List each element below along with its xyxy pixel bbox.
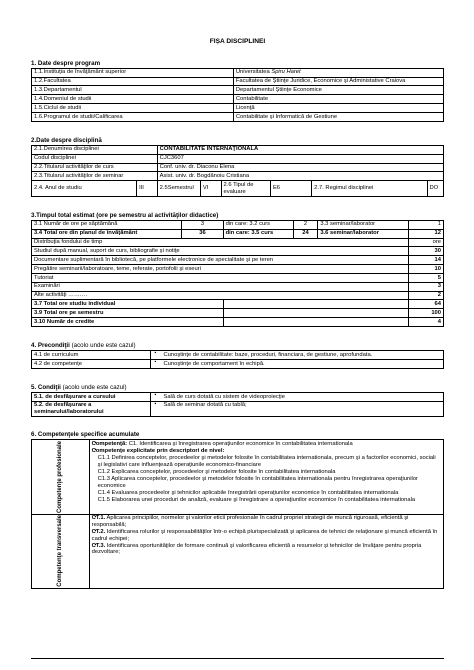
table-row: [32, 104, 444, 113]
table-row: [32, 220, 444, 229]
activity-label: Alte activităţi ……….: [32, 291, 409, 300]
heading-note: (acolo unde este cazul): [60, 383, 127, 391]
transversal-text: Identificarea oportunităţilor de formare continuă şi valorificarea eficientă a resurselor şi tehnicilor de învăţare pentru propria dezvoltare;: [91, 542, 422, 556]
year-label: 2.4. Anul de studiu: [32, 181, 137, 197]
transversal-item: [92, 515, 441, 529]
evaluation-value: E6: [270, 181, 311, 197]
table-row: [32, 351, 444, 360]
transversal-label: Competenţe transversale: [56, 515, 63, 587]
table-row: [32, 514, 444, 588]
section-3-heading: 3.Timpul total estimat (ore pe semestru al activităţilor didactice): [31, 211, 219, 219]
course-label: din care: 3.5 curs: [223, 229, 293, 238]
empty-cell: [223, 309, 408, 318]
course-value: 2: [293, 220, 318, 229]
table-row: [32, 238, 444, 247]
competence-heading: [92, 441, 441, 448]
transversal-text: Identificarea rolurilor şi responsabilităţilor într-o echipă plurispecializată şi aplicarea de tehnici de relaţionare şi muncă eficientă în cadrul echipei;: [91, 529, 438, 542]
row-value: ▪ Sală de seminar dotată cu tablă;: [151, 401, 444, 417]
row-value: ▪ Sală de curs dotată cu sistem de videoproiecţie: [151, 392, 444, 401]
seminar-holder: Asist. univ. dr. Bogdănoiu Cristiana: [157, 172, 443, 181]
activity-hours: 5: [408, 273, 443, 282]
table-row: [32, 229, 444, 238]
table-row: [32, 172, 444, 181]
course-value: 24: [293, 229, 318, 238]
total-label: 3.10 Număr de credite: [32, 318, 224, 327]
heading-bold: 4. Precondiţii: [31, 342, 70, 350]
activity-label: Studiul după manual, suport de curs, bibliografie şi notiţe: [32, 247, 409, 256]
professional-label-cell: [32, 440, 90, 514]
professional-content: [89, 440, 443, 514]
transversal-item: [92, 529, 441, 543]
table-row: [32, 256, 444, 265]
row-label: 1.1.Instituţia de învăţământ superior: [32, 68, 234, 77]
table-row: [32, 112, 444, 121]
total-value: 64: [408, 300, 443, 309]
activity-hours: 30: [408, 247, 443, 256]
table-row: [32, 154, 444, 163]
seminar-label: 3.3 seminar/laborator: [318, 220, 409, 229]
discipline-code: CJC3607: [157, 154, 443, 163]
table-row: [32, 265, 444, 274]
table-row: [32, 68, 444, 77]
professional-label: Competenţe profesionale: [56, 441, 63, 514]
total-value: 100: [408, 309, 443, 318]
hours-week-value: 3: [182, 220, 223, 229]
activity-label: Tutoriat: [32, 273, 409, 282]
regime-label: 2.7. Regimul disciplinei: [312, 181, 427, 197]
transversal-code: CT.2.: [91, 529, 106, 536]
document-title: FIȘA DISCIPLINEI: [209, 38, 266, 45]
course-holder: Conf. univ. dr. Diaconu Elena: [157, 163, 443, 172]
row-label: 1.4.Domeniul de studii: [32, 95, 234, 104]
competences-table: [31, 439, 444, 588]
table-row: [32, 359, 444, 368]
competence-heading-text: C1. Identificarea şi înregistrarea operaţiunilor economice în contabilitatea internationala: [127, 441, 353, 448]
distribution-label: Distribuţia fondului de timp: [32, 238, 409, 247]
course-label: din care: 3.2 curs: [223, 220, 293, 229]
descriptor-line: C1.3 Aplicarea conceptelor, procedeelor şi metodelor folosite în contabilitatea internationala pentru înregistrarea operaţiunilor economice: [97, 475, 418, 489]
row-label: 1.5.Ciclul de studii: [32, 104, 234, 113]
table-row: [32, 86, 444, 95]
table-row: [32, 163, 444, 172]
row-value: Licenţă: [233, 104, 443, 113]
distribution-unit: ore: [408, 238, 443, 247]
total-plan-value: 36: [182, 229, 223, 238]
discipline-table: [31, 145, 444, 197]
regime-value: DO: [427, 181, 444, 197]
row-label: 2.1.Denumirea disciplinei: [32, 145, 158, 154]
semester-value: VI: [200, 181, 221, 197]
transversal-label-cell: [32, 514, 90, 588]
section-6-heading: 6. Competenţele specifice acumulate: [31, 431, 140, 439]
table-row: [32, 440, 444, 514]
row-label: 2.3.Titularul activităţilor de seminar: [32, 172, 158, 181]
table-row: [32, 309, 444, 318]
row-value: Departamentul Ştiinţe Economice: [233, 86, 443, 95]
total-plan-label: 3.4 Total ore din planul de învăţământ: [32, 229, 182, 238]
row-label: 1.6.Programul de studii/Calificarea: [32, 112, 234, 121]
activity-hours: 14: [408, 256, 443, 265]
descriptors-heading: ▪ Competenţe explicitate prin descriptori de nivel:: [92, 448, 441, 455]
total-value: 4: [408, 318, 443, 327]
activity-label: Pregătire seminarii/laboratoare, teme, referate, portofolii şi eseuri: [32, 265, 409, 274]
program-table: [31, 68, 444, 122]
descriptor-line: C1.5 Elaborarea unei proceduri de analiză, evaluare şi înregistrare a operaţiunilor economice în contabilitatea internationala: [97, 496, 416, 503]
table-row: [32, 273, 444, 282]
semester-label: 2.5Semestrul: [157, 181, 200, 197]
conditions-table: [31, 392, 444, 417]
table-row: [32, 392, 444, 401]
row-value: Universitatea Spiru Haret: [233, 68, 443, 77]
transversal-item: [92, 543, 441, 557]
section-4-heading: [31, 342, 444, 349]
activity-label: Examinări: [32, 282, 409, 291]
heading-note: (acolo unde este cazul): [69, 342, 136, 350]
descriptor-line: C1.1 Definirea conceptelor, procedeelor şi metodelor folosite în contabilitatea internationala, precum şi a factorilor economici, sociali şi legislativi care influenţează operaţiunile economico-financiare: [97, 455, 436, 468]
row-label: 1.3.Departamentul: [32, 86, 234, 95]
empty-cell: [223, 318, 408, 327]
total-label: 3.9 Total ore pe semestru: [32, 309, 224, 318]
table-row: [32, 247, 444, 256]
row-label: 2.2.Titularul activităţilor de curs: [32, 163, 158, 172]
hours-week-label: 3.1 Număr de ore pe săptămână: [32, 220, 182, 229]
table-row: [32, 401, 444, 417]
table-row: [32, 145, 444, 154]
transversal-text: Aplicarea principiilor, normelor şi valorilor eticii profesionale în cadrul propriei strategii de muncă riguroasă, eficientă şi responsabilă;: [91, 515, 409, 529]
transversal-code: CT.3.: [91, 542, 106, 549]
table-row: [32, 181, 444, 197]
discipline-name: CONTABILITATE INTERNAŢIONALĂ: [157, 145, 443, 154]
row-label: 4.1 de curriculum: [32, 351, 151, 360]
row-value: Facultatea de Ştiinţe Juridice, Economice şi Administative Craiova: [233, 77, 443, 86]
empty-cell: [223, 300, 408, 309]
descriptor-line: C1.4 Evaluarea procedeelor şi tehnicilor aplicabile înregistrării operaţiunilor economice în contabilitatea internationala: [97, 489, 399, 496]
competence-heading-bold: Competenţă:: [91, 441, 128, 448]
page-bottom-rule: [31, 658, 444, 659]
row-label: 5.1. de desfăşurare a cursului: [32, 392, 151, 401]
row-label: Codul disciplinei: [32, 154, 158, 163]
table-row: [32, 300, 444, 309]
evaluation-label: 2.6 Tipul de evaluare: [221, 181, 270, 197]
table-row: [32, 95, 444, 104]
seminar-value: 1: [408, 220, 443, 229]
row-value: Contabilitate: [233, 95, 443, 104]
row-value: ▪ Cunoştinţe de contabilitate: baze, proceduri, financiara, de gestiune, aprofundata.: [151, 351, 444, 360]
heading-bold: 5. Condiţii: [31, 383, 61, 391]
table-row: [32, 291, 444, 300]
descriptor-line: C1.2 Explicarea conceptelor, procedeelor şi metodelor folosite în contabilitatea internationala: [97, 468, 336, 475]
row-value: ▪ Cunoştinţe de comportament în echipă.: [151, 359, 444, 368]
preconditions-table: [31, 350, 444, 369]
time-table: [31, 220, 444, 327]
transversal-content: [89, 514, 443, 588]
row-label: 1.2.Facultatea: [32, 77, 234, 86]
section-2-heading: 2.Date despre disciplină: [31, 136, 102, 144]
total-label: 3.7 Total ore studiu individual: [32, 300, 224, 309]
row-value: Contabilitate şi Informatică de Gestiune: [233, 112, 443, 121]
seminar-value: 12: [408, 229, 443, 238]
section-5-heading: [31, 384, 444, 391]
activity-hours: 2: [408, 291, 443, 300]
table-row: [32, 318, 444, 327]
activity-hours: 3: [408, 282, 443, 291]
row-label: 5.2. de desfăşurare a seminarului/laboratorului: [32, 401, 151, 417]
seminar-label: 3.6 seminar/laborator: [318, 229, 409, 238]
activity-label: Documentare suplimentară în bibliotecă, pe platformele electronice de specialitate şi pe teren: [32, 256, 409, 265]
row-label: 4.2 de competenţe: [32, 359, 151, 368]
activity-hours: 10: [408, 265, 443, 274]
section-1-heading: 1. Date despre program: [31, 59, 101, 67]
institution-name: Spiru Haret: [271, 69, 301, 76]
table-row: [32, 282, 444, 291]
transversal-code: CT.1.: [91, 515, 106, 522]
year-value: III: [137, 181, 158, 197]
table-row: [32, 77, 444, 86]
